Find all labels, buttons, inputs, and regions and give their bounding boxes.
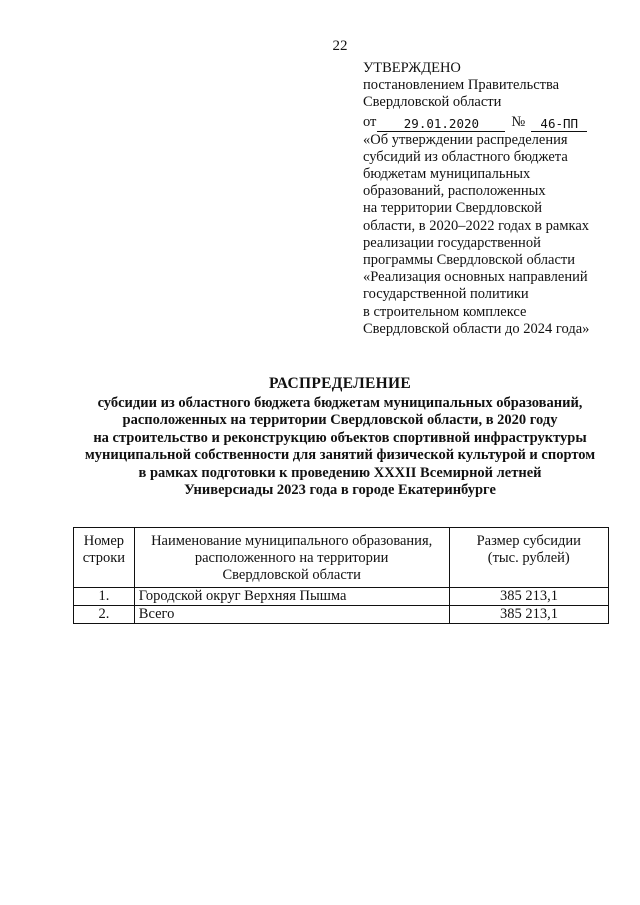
approval-heading: УТВЕРЖДЕНО bbox=[363, 60, 461, 76]
header-text: Номер bbox=[83, 533, 125, 549]
row-amount: 385 213,1 bbox=[449, 588, 608, 606]
header-text: Размер субсидии bbox=[476, 533, 581, 549]
header-municipality bbox=[134, 528, 449, 588]
approval-block bbox=[363, 60, 613, 338]
row-name: Городской округ Верхняя Пышма bbox=[134, 588, 449, 606]
header-text: Наименование муниципального образования, bbox=[151, 533, 433, 549]
header-text: (тыс. рублей) bbox=[487, 550, 570, 566]
header-row-number bbox=[74, 528, 135, 588]
document-heading bbox=[60, 374, 620, 499]
approval-date-number-row bbox=[363, 112, 613, 132]
approval-title-line: бюджетам муниципальных bbox=[363, 166, 531, 183]
row-number: 2. bbox=[74, 606, 135, 624]
heading-line: муниципальной собственности для занятий физической культурой и спортом bbox=[84, 447, 596, 464]
number-label: № bbox=[511, 114, 526, 131]
approval-title-line: «Реализация основных направлений bbox=[363, 269, 588, 286]
header-text: строки bbox=[82, 550, 126, 566]
heading-line: расположенных на территории Свердловской области, в 2020 году bbox=[122, 412, 558, 429]
row-number: 1. bbox=[74, 588, 135, 606]
table-header-row bbox=[74, 528, 609, 588]
approval-line-2: Свердловской области bbox=[363, 94, 502, 111]
header-text: Свердловской области bbox=[222, 567, 361, 583]
heading-line: Универсиады 2023 года в городе Екатеринбурге bbox=[184, 482, 496, 499]
approval-title-line: в строительном комплексе bbox=[363, 303, 527, 320]
approval-title-line: образований, расположенных bbox=[363, 183, 546, 200]
approval-title-line: субсидий из областного бюджета bbox=[363, 148, 568, 165]
approval-title-line: программы Свердловской области bbox=[363, 252, 576, 269]
heading-line: в рамках подготовки к проведению XXXII Всемирной летней bbox=[138, 464, 542, 481]
approval-title-line: Свердловской области до 2024 года» bbox=[363, 320, 590, 337]
page-number: 22 bbox=[332, 38, 348, 54]
approval-date: 29.01.2020 bbox=[377, 117, 505, 132]
approval-number: 46-ПП bbox=[531, 117, 587, 132]
approval-title-line: реализации государственной bbox=[363, 234, 541, 251]
header-amount bbox=[449, 528, 608, 588]
table-row bbox=[74, 606, 609, 624]
subsidy-table bbox=[73, 527, 609, 624]
heading-line: на строительство и реконструкцию объектов спортивной инфраструктуры bbox=[93, 429, 587, 446]
approval-title-line: области, в 2020–2022 годах в рамках bbox=[363, 217, 590, 234]
document-title: РАСПРЕДЕЛЕНИЕ bbox=[269, 375, 411, 392]
row-amount: 385 213,1 bbox=[449, 606, 608, 624]
approval-title-line: «Об утверждении распределения bbox=[363, 131, 568, 148]
date-prefix: от bbox=[363, 114, 377, 131]
table-row bbox=[74, 588, 609, 606]
heading-line: субсидии из областного бюджета бюджетам муниципальных образований, bbox=[97, 395, 583, 411]
approval-line-1: постановлением Правительства bbox=[363, 77, 560, 94]
header-text: расположенного на территории bbox=[194, 550, 389, 566]
approval-title-line: на территории Свердловской bbox=[363, 200, 542, 217]
row-name: Всего bbox=[134, 606, 449, 624]
approval-title-line: государственной политики bbox=[363, 286, 529, 303]
